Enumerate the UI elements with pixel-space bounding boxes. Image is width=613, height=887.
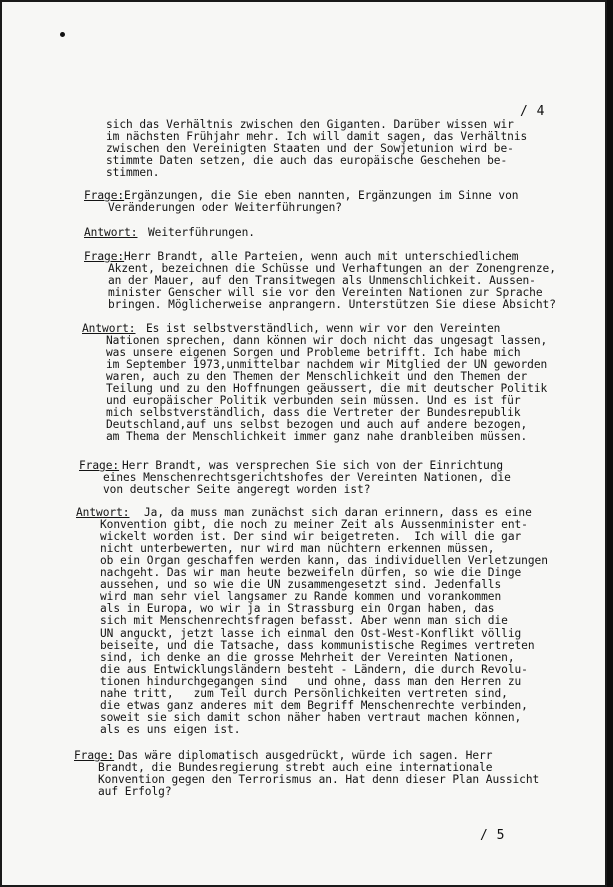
text-line: Herr Brandt, was versprechen Sie sich von der Einrichtung [122, 459, 504, 472]
text-line: nicht unterbewerten, nur wird man nüchtern erkennen müssen, [100, 542, 495, 556]
document-page [2, 2, 605, 885]
text-line: stimmte Daten setzen, die auch das europäische Geschehen be- [106, 154, 508, 168]
question-label: Frage: [84, 250, 125, 263]
question-label: Frage: [79, 459, 120, 472]
question-label: Frage: [84, 189, 125, 202]
text-line: sind, ich denke an die grosse Mehrheit der Vereinten Nationen, [100, 650, 515, 664]
text-line: im nächsten Frühjahr mehr. Ich will damit sagen, das Verhältnis [106, 130, 528, 144]
text-line: die aus Entwicklungsländern besteht - Ländern, die durch Revolu- [100, 662, 528, 676]
scan-edge [607, 0, 613, 887]
text-line: UN anguckt, jetzt lasse ich einmal den Ost-West-Konflikt völlig [100, 626, 522, 640]
text-line: tionen hindurchgegangen sind und ohne, dass man den Herren zu [100, 674, 522, 688]
text-line: Veränderungen oder Weiterführungen? [108, 201, 342, 215]
answer-label: Antwort: [84, 226, 138, 239]
text-line: minister Genscher will sie vor den Vereinten Nationen zur Sprache [108, 286, 543, 300]
text-line: Akzent, bezeichnen die Schüsse und Verhaftungen an der Zonengrenze, [108, 262, 556, 276]
text-line: Ergänzungen, die Sie eben nannten, Ergänzungen im Sinne von [124, 189, 519, 202]
text-line: Konvention gegen den Terrorismus an. Hat denn dieser Plan Aussicht [98, 773, 540, 787]
text-line: zwischen den Vereinigten Staaten und der Sowjetunion wird be- [106, 142, 514, 156]
text-line: an der Mauer, auf den Transitwegen als Unmenschlichkeit. Aussen- [108, 274, 536, 288]
text-line: die etwas ganz anderes mit dem Begriff Menschenrechte verbinden, [100, 698, 528, 712]
text-line: eines Menschenrechtsgerichtshofes der Vereinten Nationen, die [103, 471, 511, 485]
text-line: Teilung und zu den Hoffnungen geäussert, die mit deutscher Politik [106, 382, 548, 396]
text-line: Herr Brandt, alle Parteien, wenn auch mit unterschiedlichem [124, 250, 519, 263]
text-line: soweit sie sich damit schon näher haben vertraut machen können, [100, 710, 522, 724]
text-line: Das wäre diplomatisch ausgedrückt, würde ich sagen. Herr [118, 749, 493, 762]
text-line: Ja, da muss man zunächst sich daran erinnern, dass es eine [144, 506, 532, 519]
text-line: waren, auch zu den Themen der Menschlichkeit und den Themen der [106, 370, 528, 384]
text-line: Deutschland,auf uns selbst bezogen und auch auf andere bezogen, [106, 418, 528, 432]
text-line: am Thema der Menschlichkeit immer ganz nahe dranbleiben müssen. [106, 430, 528, 444]
text-line: als es uns eigen ist. [100, 722, 241, 736]
text-line: von deutscher Seite angeregt worden ist? [103, 483, 371, 497]
page-number-top: / 4 [520, 104, 545, 119]
text-line: im September 1973,unmittelbar nachdem wir Mitglied der UN geworden [106, 358, 548, 372]
text-line: Konvention gibt, die noch zu meiner Zeit als Aussenminister ent- [100, 518, 528, 532]
answer-label: Antwort: [76, 506, 130, 519]
text-line: wickelt worden ist. Der sind wir beigetreten. Ich will die gar [100, 530, 522, 544]
text-line: sich das Verhältnis zwischen den Giganten. Darüber wissen wir [106, 118, 514, 131]
text-line: aussehen, und so wie die UN zusammengesetzt sind. Jedenfalls [100, 578, 502, 592]
bullet-mark [60, 32, 65, 37]
text-line: beiseite, und die Tatsache, dass kommunistische Regimes vertreten [100, 638, 535, 652]
text-line: was unsere eigenen Sorgen und Probleme betrifft. Ich habe mich [106, 346, 521, 360]
text-line: Brandt, die Bundesregierung strebt auch eine internationale [98, 761, 493, 775]
text-line: und europäischer Politik verbunden sein müssen. Und es ist für [106, 394, 521, 408]
text-line: bringen. Möglicherweise anprangern. Unterstützen Sie diese Absicht? [108, 298, 556, 312]
question-label: Frage: [74, 749, 115, 762]
page-number-bottom: / 5 [480, 828, 505, 843]
text-line: auf Erfolg? [98, 785, 172, 799]
text-line: Es ist selbstverständlich, wenn wir vor den Vereinten [146, 322, 501, 335]
answer-label: Antwort: [82, 322, 136, 335]
text-line: sich mit Menschenrechtsfragen befasst. Aber wenn man sich die [100, 614, 508, 628]
text-line: nahe tritt, zum Teil durch Persönlichkeiten vertreten sind, [100, 686, 508, 700]
text-line: Nationen sprechen, dann können wir doch nicht das ungesagt lassen, [106, 334, 548, 348]
text-line: Weiterführungen. [148, 226, 255, 239]
text-line: als in Europa, wo wir ja in Strassburg ein Organ haben, das [100, 602, 495, 616]
text-line: ob ein Organ geschaffen werden kann, das individuellen Verletzungen [100, 554, 548, 568]
text-line: nachgeht. Das wir man heute bezweifeln dürfen, so wie die Dinge [100, 566, 522, 580]
text-line: wird man sehr viel langsamer zu Rande kommen und vorankommen [100, 590, 502, 604]
text-line: stimmen. [106, 166, 160, 180]
text-line: mich selbstverständlich, dass die Vertreter der Bundesrepublik [106, 406, 521, 420]
